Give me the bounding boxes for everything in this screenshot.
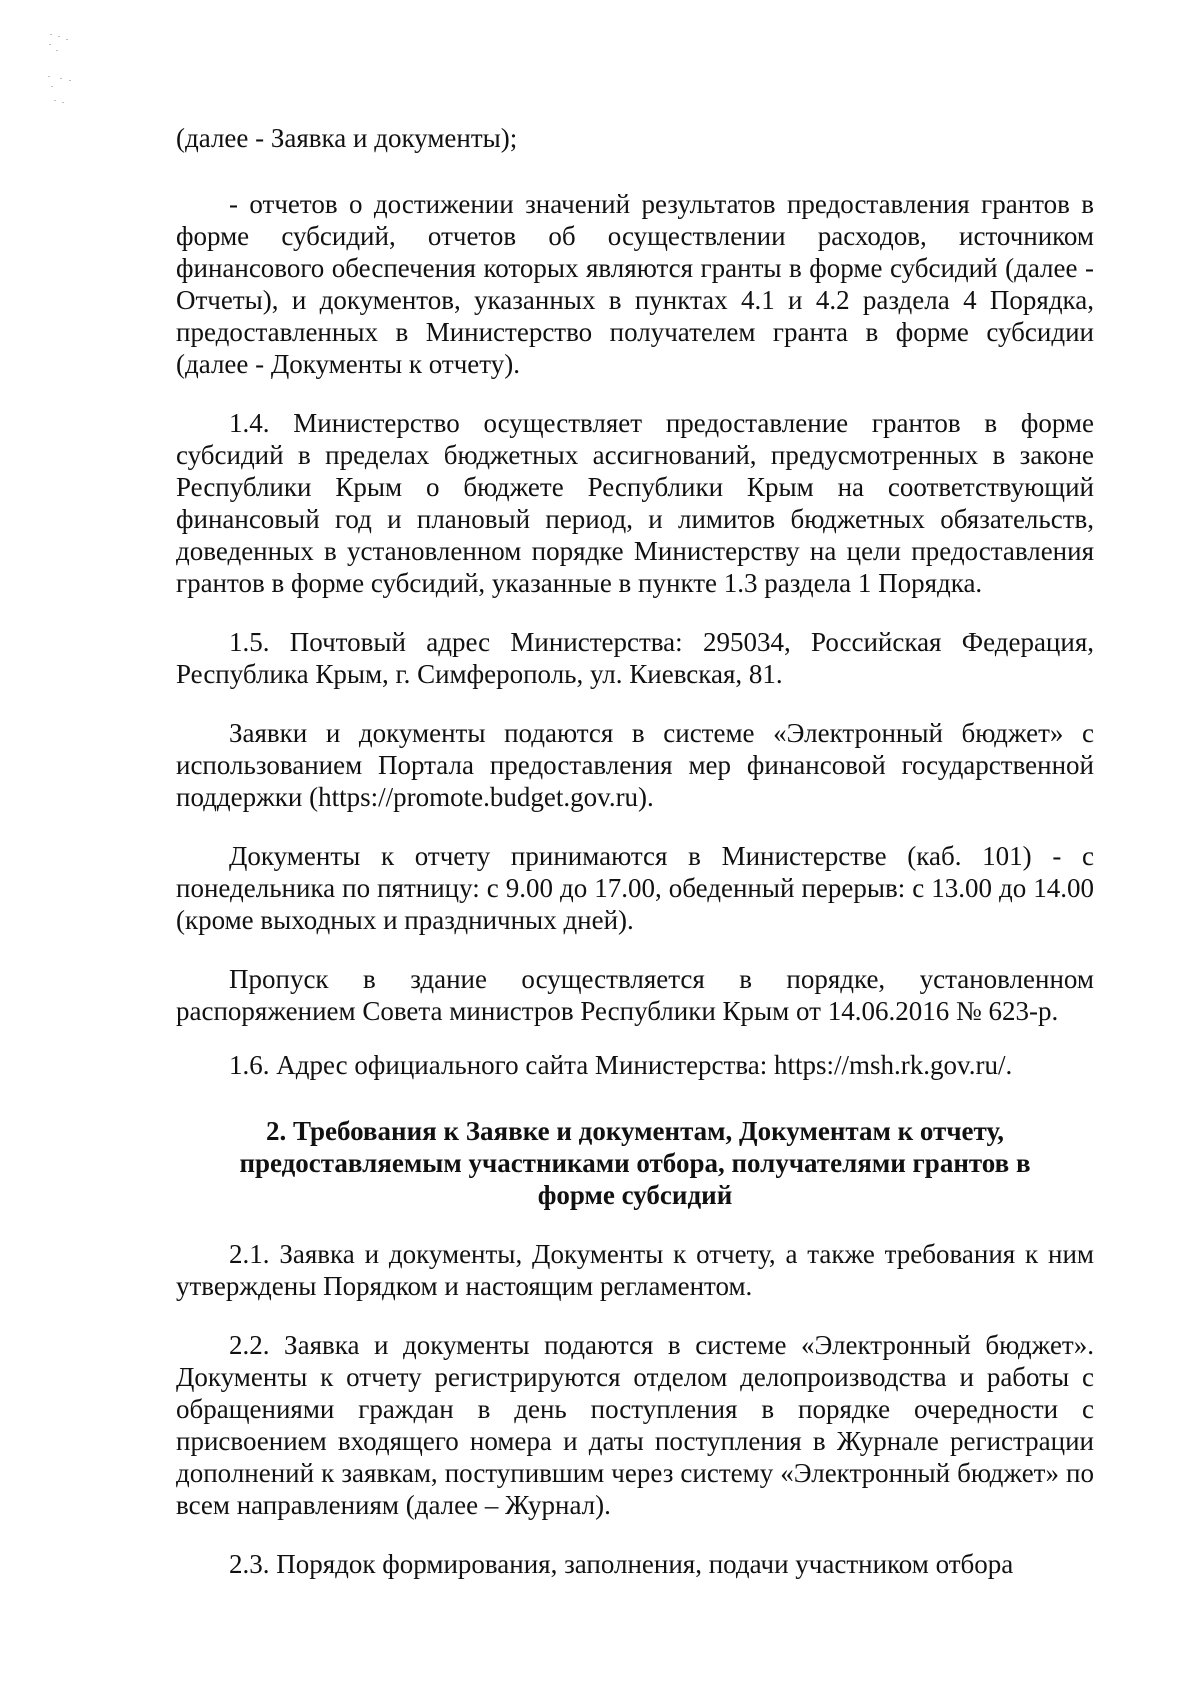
scan-artifact [44,30,104,120]
document-body [176,122,1094,1580]
paragraph-1-4: 1.4. Министерство осуществляет предоставление грантов в форме субсидий в пределах бюджетных ассигнований, предусмотренных в законе Республики Крым о бюджете Республики Крым на соответствующий финансовый год и плановый период, и лимитов бюджетных обязательств, доведенных в установленном порядке Министерству на цели предоставления грантов в форме субсидий, указанные в пункте 1.3 раздела 1 Порядка. [176,408,1094,598]
section-2-heading: 2. Требования к Заявке и документам, Документам к отчету, предоставляемым участниками отбора, получателями грантов в форме субсидий [239,1116,1031,1210]
paragraph-continuation: (далее - Заявка и документы); [176,123,518,153]
paragraph-1-5: 1.5. Почтовый адрес Министерства: 295034, Российская Федерация, Республика Крым, г. Симферополь, ул. Киевская, 81. [176,627,1094,689]
paragraph-2-2: 2.2. Заявка и документы подаются в системе «Электронный бюджет». Документы к отчету регистрируются отделом делопроизводства и работы с обращениями граждан в день поступления в порядке очередности с присвоением входящего номера и даты поступления в Журнале регистрации дополнений к заявкам, поступившим через систему «Электронный бюджет» по всем направлениям (далее – Журнал). [176,1330,1094,1520]
paragraph-office-hours: Документы к отчету принимаются в Министерстве (каб. 101) - с понедельника по пятницу: с 9.00 до 17.00, обеденный перерыв: с 13.00 до 14.00 (кроме выходных и праздничных дней). [176,841,1094,935]
paragraph-building-pass: Пропуск в здание осуществляется в порядке, установленном распоряжением Совета министров Республики Крым от 14.06.2016 № 623-р. [176,964,1094,1026]
paragraph-1-6: 1.6. Адрес официального сайта Министерства: https://msh.rk.gov.ru/. [229,1050,1013,1080]
paragraph-electronic-budget: Заявки и документы подаются в системе «Электронный бюджет» с использованием Портала предоставления мер финансовой государственной поддержки (https://promote.budget.gov.ru). [176,718,1094,812]
paragraph-2-1: 2.1. Заявка и документы, Документы к отчету, а также требования к ним утверждены Порядком и настоящим регламентом. [176,1239,1094,1301]
paragraph-2-3: 2.3. Порядок формирования, заполнения, подачи участником отбора [229,1549,1014,1579]
paragraph-reports: - отчетов о достижении значений результатов предоставления грантов в форме субсидий, отчетов об осуществлении расходов, источником финансового обеспечения которых являются гранты в форме субсидий (далее - Отчеты), и документов, указанных в пунктах 4.1 и 4.2 раздела 4 Порядка, предоставленных в Министерство получателем гранта в форме субсидии (далее - Документы к отчету). [176,189,1094,379]
